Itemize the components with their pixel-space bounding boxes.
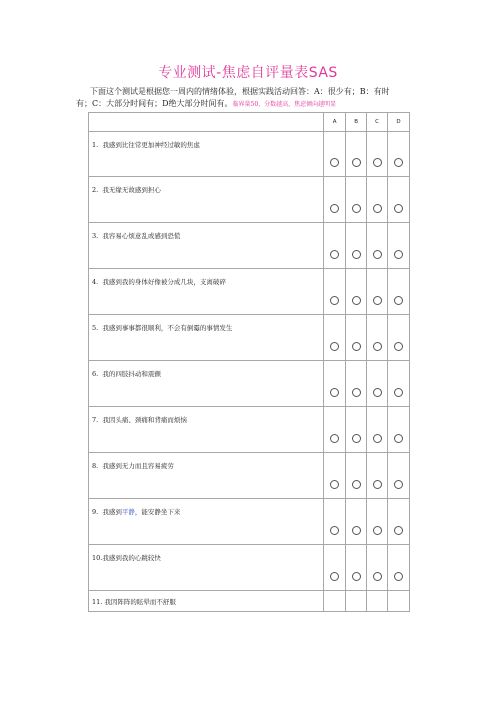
radio-option-a[interactable] xyxy=(330,296,339,305)
question-row xyxy=(89,315,410,361)
question-text: 11. 我因阵阵的眩晕而不舒服 xyxy=(89,591,324,612)
question-row xyxy=(89,453,410,499)
radio-option-b[interactable] xyxy=(352,388,361,397)
radio-option-d[interactable] xyxy=(394,342,403,351)
question-text: 8. 我感到无力而且容易疲劳 xyxy=(89,453,324,499)
radio-option-d[interactable] xyxy=(394,480,403,489)
radio-option-a[interactable] xyxy=(330,204,339,213)
radio-option-b[interactable] xyxy=(352,480,361,489)
intro-text xyxy=(76,86,410,108)
radio-option-b[interactable] xyxy=(352,204,361,213)
question-text: 7. 我因头痛、颈痛和背痛而烦恼 xyxy=(89,407,324,453)
question-text: 3. 我容易心烦意乱或感到恐慌 xyxy=(89,223,324,269)
radio-option-d[interactable] xyxy=(394,158,403,167)
radio-option-c[interactable] xyxy=(373,526,382,535)
radio-option-b[interactable] xyxy=(352,526,361,535)
question-row xyxy=(89,407,410,453)
radio-option-b[interactable] xyxy=(352,572,361,581)
option-header-c: C xyxy=(367,113,388,132)
radio-option-a[interactable] xyxy=(330,158,339,167)
question-row xyxy=(89,499,410,545)
question-text: 10.我感到我的心跳较快 xyxy=(89,545,324,591)
radio-option-d[interactable] xyxy=(394,572,403,581)
radio-option-c[interactable] xyxy=(373,158,382,167)
option-header-d: D xyxy=(388,113,410,132)
question-row xyxy=(89,269,410,315)
question-row xyxy=(89,223,410,269)
radio-option-d[interactable] xyxy=(394,296,403,305)
radio-option-b[interactable] xyxy=(352,250,361,259)
question-text: 6. 我的四肢抖动和震颤 xyxy=(89,361,324,407)
threshold-note: 临界量50，分数越高，焦虑倾向越明显 xyxy=(232,101,337,108)
radio-option-a[interactable] xyxy=(330,388,339,397)
question-row xyxy=(89,545,410,591)
radio-option-c[interactable] xyxy=(373,388,382,397)
question-text: 5. 我感到事事都很顺利，不会有倒霉的事情发生 xyxy=(89,315,324,361)
radio-option-b[interactable] xyxy=(352,158,361,167)
question-row xyxy=(89,361,410,407)
questionnaire-table xyxy=(88,112,410,612)
radio-option-c[interactable] xyxy=(373,572,382,581)
radio-option-d[interactable] xyxy=(394,434,403,443)
radio-option-c[interactable] xyxy=(373,480,382,489)
header-blank xyxy=(89,113,324,132)
radio-option-a[interactable] xyxy=(330,434,339,443)
radio-option-a[interactable] xyxy=(330,342,339,351)
header-row xyxy=(89,113,410,132)
option-header-a: A xyxy=(324,113,346,132)
question-row xyxy=(89,591,410,612)
radio-option-d[interactable] xyxy=(394,250,403,259)
radio-option-a[interactable] xyxy=(330,572,339,581)
radio-option-b[interactable] xyxy=(352,342,361,351)
question-row xyxy=(89,177,410,223)
radio-option-d[interactable] xyxy=(394,388,403,397)
question-text: 2. 我无缘无故感到担心 xyxy=(89,177,324,223)
radio-option-d[interactable] xyxy=(394,204,403,213)
option-header-b: B xyxy=(346,113,367,132)
radio-option-c[interactable] xyxy=(373,342,382,351)
highlighted-word: 平静 xyxy=(121,508,135,516)
page-title: 专业测试-焦虑自评量表SAS xyxy=(158,65,338,81)
radio-option-c[interactable] xyxy=(373,250,382,259)
radio-option-c[interactable] xyxy=(373,434,382,443)
question-text: 1. 我感到比往常更加神经过敏的焦虑 xyxy=(89,132,324,177)
question-text: 9. 我感到平静，能安静坐下来 xyxy=(89,499,324,545)
radio-option-a[interactable] xyxy=(330,250,339,259)
radio-option-d[interactable] xyxy=(394,526,403,535)
intro-line-1: 下面这个测试是根据您一周内的情绪体验，根据实践活动回答：A：很少有；B：有时 xyxy=(90,87,390,96)
intro-line-2: 有；C：大部分时间有；D绝大部分时间有。临界量50，分数越高，焦虑倾向越明显 xyxy=(76,99,337,108)
radio-option-a[interactable] xyxy=(330,526,339,535)
question-row xyxy=(89,132,410,177)
radio-option-c[interactable] xyxy=(373,204,382,213)
radio-option-c[interactable] xyxy=(373,296,382,305)
question-text: 4. 我感到我的身体好像被分成几块，支离破碎 xyxy=(89,269,324,315)
radio-option-b[interactable] xyxy=(352,434,361,443)
radio-option-b[interactable] xyxy=(352,296,361,305)
radio-option-a[interactable] xyxy=(330,480,339,489)
